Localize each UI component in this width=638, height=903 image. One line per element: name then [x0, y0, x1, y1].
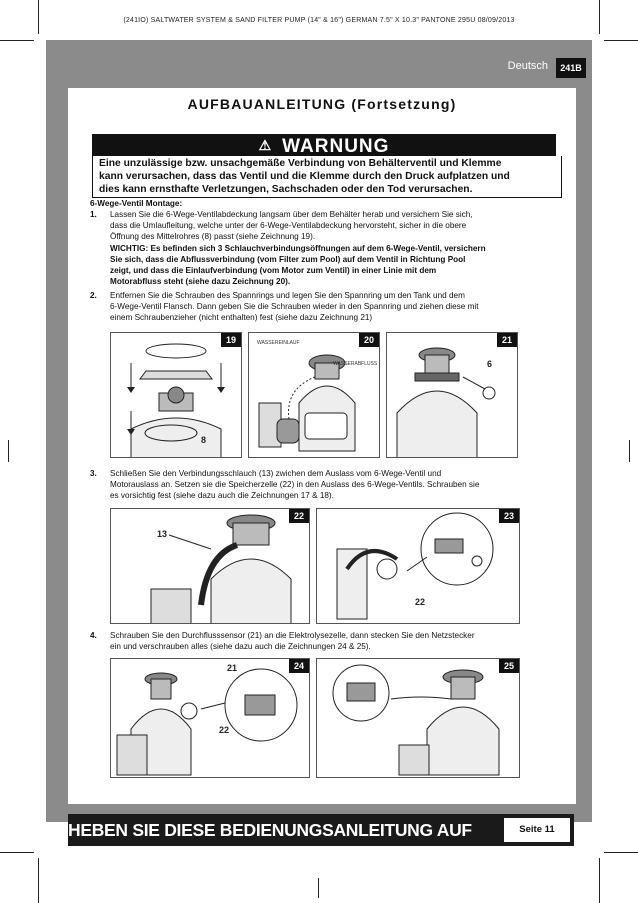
- step-line: ein und verschrauben alles (siehe dazu auch die Zeichnungen 24 & 25).: [110, 642, 371, 652]
- step-line-important: WICHTIG: Es befinden sich 3 Schlauchverbindungsöffnungen auf dem 6-Wege-Ventil, versichern: [110, 243, 486, 253]
- registration-mark: [8, 440, 9, 462]
- crop-mark: [604, 40, 638, 41]
- figure-20-drawing: [249, 333, 379, 457]
- crop-mark: [0, 40, 34, 41]
- registration-mark: [318, 878, 319, 898]
- crop-mark: [599, 858, 600, 903]
- step-line-important: Motorabfluss steht (siehe dazu Zeichnung 20).: [110, 277, 291, 287]
- figure-21-drawing: [387, 333, 517, 457]
- step-number: 3.: [90, 469, 97, 478]
- step-line: es vorsichtig fest (siehe dazu auch die Zeichnungen 17 & 18).: [110, 491, 334, 501]
- warning-heading: WARNUNG: [282, 136, 390, 157]
- registration-mark: [629, 440, 630, 462]
- crop-mark: [604, 852, 638, 853]
- figure-20: [248, 332, 380, 458]
- step-line-important: zeigt, und dass die Einlaufverbindung (vom Motor zum Ventil) in einer Linie mit dem: [110, 266, 437, 276]
- warning-header: [92, 134, 556, 156]
- figure-22: [110, 508, 310, 624]
- figure-25-drawing: [317, 659, 519, 777]
- warning-box: [92, 156, 562, 198]
- figure-number: 19: [221, 333, 241, 347]
- figure-number: 24: [289, 659, 309, 673]
- figure-number: 22: [289, 509, 309, 523]
- print-info: (241IO) SALTWATER SYSTEM & SAND FILTER PUMP (14" & 16") GERMAN 7.5" X 10.3" PANTONE 295U 08/09/2013: [123, 17, 515, 24]
- footer-bar: [68, 814, 574, 846]
- warning-line: dies kann ernsthafte Verletzungen, Sachschaden oder den Tod verursachen.: [99, 184, 473, 195]
- page-title: AUFBAUANLEITUNG (Fortsetzung): [187, 96, 457, 112]
- figure-19: [110, 332, 242, 458]
- step-line: einem Schraubenzieher (nicht enthalten) fest (siehe dazu Zeichnung 21): [110, 313, 373, 323]
- warning-line: kann verursachen, dass das Ventil und die Klemme durch den Druck aufplatzen und: [99, 171, 510, 182]
- footer-text: HEBEN SIE DIESE BEDIENUNGSANLEITUNG AUF: [68, 820, 472, 840]
- figure-21: [386, 332, 518, 458]
- figure-24: [110, 658, 310, 778]
- figure-24-drawing: [111, 659, 309, 777]
- warning-line: Eine unzulässige bzw. unsachgemäße Verbindung von Behälterventil und Klemme: [99, 158, 502, 169]
- page-code: 241B: [556, 58, 586, 78]
- callout-label: 22: [415, 597, 426, 607]
- step-line: Motorauslass an. Setzen sie die Speicherzelle (22) in den Auslass des 6-Wege-Ventils. Schrauben sie: [110, 480, 480, 490]
- step-line: Entfernen Sie die Schrauben des Spannrings und legen Sie den Spannring um den Tank und dem: [110, 291, 465, 300]
- figure-19-drawing: [111, 333, 241, 457]
- callout-label: 8: [201, 435, 207, 445]
- step-line: dass die Umlaufleitung, welche unter der 6-Wege-Ventilabdeckung hervorsteht, sicher in die obere: [110, 221, 467, 231]
- crop-mark: [38, 858, 39, 903]
- figure-number: 23: [499, 509, 519, 523]
- step-line: 6-Wege-Ventil Flansch. Dann geben Sie die Schrauben wieder in den Spannring und ziehen diese mit: [110, 302, 479, 312]
- callout-label: 13: [157, 529, 168, 539]
- callout-label: 22: [219, 725, 230, 735]
- step-line: Öffnung des Mittelrohres (8) passt (siehe Zeichnung 19).: [110, 232, 316, 242]
- water-inlet-label: WASSEREINLAUF: [257, 340, 300, 346]
- step-3: [90, 468, 566, 502]
- step-line: Schrauben Sie den Durchflusssensor (21) an die Elektrolysezelle, dann stecken Sie den Netzstecker: [110, 631, 475, 640]
- section-subheading: 6-Wege-Ventil Montage:: [90, 199, 183, 208]
- figure-23: [316, 508, 520, 624]
- crop-mark: [0, 852, 34, 853]
- water-outlet-label: WASSERABFLUSS: [333, 361, 378, 367]
- figure-number: 25: [499, 659, 519, 673]
- step-line: Schließen Sie den Verbindungsschlauch (13) zwichen dem Auslass vom 6-Wege-Ventil und: [110, 469, 442, 478]
- step-2: [90, 290, 566, 324]
- page-number: Seite 11: [504, 818, 570, 842]
- figure-number: 21: [497, 333, 517, 347]
- language-label: Deutsch: [507, 60, 548, 72]
- callout-label: 21: [227, 663, 238, 673]
- step-4: [90, 630, 566, 652]
- figure-number: 20: [359, 333, 379, 347]
- figure-25: [316, 658, 520, 778]
- step-1: [90, 209, 566, 287]
- step-number: 4.: [90, 631, 97, 640]
- step-line: Lassen Sie die 6-Wege-Ventilabdeckung langsam über dem Behälter herab und versichern Sie sich,: [110, 210, 473, 219]
- callout-label: 6: [487, 359, 493, 369]
- step-number: 1.: [90, 210, 97, 219]
- figure-22-drawing: [111, 509, 309, 623]
- content-panel: [68, 88, 576, 804]
- step-number: 2.: [90, 291, 97, 300]
- warning-triangle-icon: ⚠: [258, 137, 273, 153]
- step-line-important: Sie sich, dass die Abflussverbindung (vom Filter zum Pool) auf dem Ventil in Richtung Pool: [110, 254, 466, 264]
